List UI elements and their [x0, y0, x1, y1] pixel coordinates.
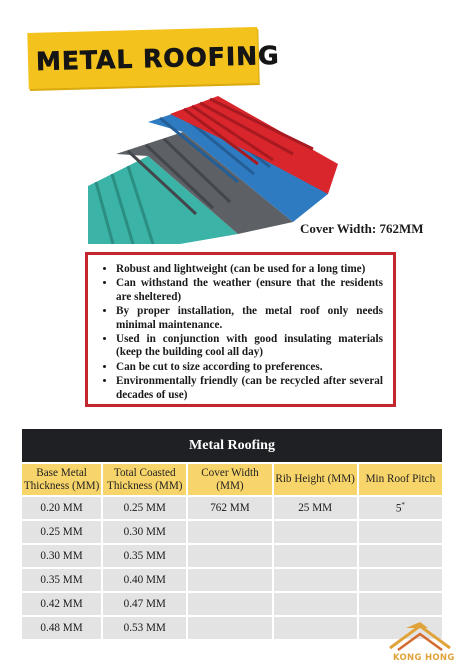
- table-cell: 0.25 MM: [22, 521, 101, 543]
- table-cell: 0.35 MM: [103, 545, 186, 567]
- table-cell: 0.53 MM: [103, 617, 186, 639]
- table-cell: 762 MM: [188, 497, 271, 519]
- table-cell: 25 MM: [274, 497, 357, 519]
- table-cell: [274, 521, 357, 543]
- table-cell: 0.40 MM: [103, 569, 186, 591]
- table-row: [22, 545, 442, 567]
- feature-item: • Environmentally friendly (can be recycled after several decades of use): [116, 375, 383, 402]
- table-cell: [274, 545, 357, 567]
- spec-table: [22, 429, 442, 641]
- col-header-total-thickness: Total Coasted Thickness (MM): [103, 464, 186, 495]
- table-row: [22, 521, 442, 543]
- table-cell: [274, 593, 357, 615]
- feature-item: • Can be cut to size according to preferences.: [116, 361, 383, 374]
- table-cell: [188, 545, 271, 567]
- table-cell: [188, 521, 271, 543]
- feature-item: • Used in conjunction with good insulating materials (keep the building cool all day): [116, 333, 383, 360]
- table-cell: [188, 617, 271, 639]
- col-header-base-thickness: Base Metal Thickness (MM): [22, 464, 101, 495]
- page-title: METAL ROOFING: [35, 40, 280, 77]
- pitch-degree-mark: *: [401, 501, 405, 510]
- table-cell: 0.20 MM: [22, 497, 101, 519]
- table-cell: [188, 569, 271, 591]
- col-header-min-pitch: Min Roof Pitch: [359, 464, 442, 495]
- table-cell: 0.42 MM: [22, 593, 101, 615]
- table-row: [22, 593, 442, 615]
- table-cell: [359, 593, 442, 615]
- cover-width-caption: Cover Width: 762MM: [300, 221, 424, 236]
- feature-item: • Robust and lightweight (can be used for a long time): [116, 263, 383, 276]
- table-cell: 0.30 MM: [22, 545, 101, 567]
- table-header-row: [22, 464, 442, 495]
- pitch-value: 5: [395, 502, 402, 515]
- table-cell: [274, 617, 357, 639]
- table-cell: [188, 593, 271, 615]
- feature-item: • Can withstand the weather (ensure that the residents are sheltered): [116, 277, 383, 304]
- spec-grid: [20, 462, 444, 641]
- table-cell: [359, 521, 442, 543]
- table-cell: 0.30 MM: [103, 521, 186, 543]
- table-cell: [359, 569, 442, 591]
- table-cell: 0.25 MM: [103, 497, 186, 519]
- table-row: [22, 569, 442, 591]
- table-cell: 0.48 MM: [22, 617, 101, 639]
- features-box: [85, 252, 396, 407]
- col-header-rib-height: Rib Height (MM): [274, 464, 357, 495]
- feature-item: • By proper installation, the metal roof only needs minimal maintenance.: [116, 305, 383, 332]
- table-cell: 0.35 MM: [22, 569, 101, 591]
- table-cell: [274, 569, 357, 591]
- table-cell: [359, 545, 442, 567]
- feature-list: [88, 255, 393, 402]
- table-row: [22, 497, 442, 519]
- table-row: [22, 617, 442, 639]
- table-title: Metal Roofing: [22, 429, 442, 462]
- logo-text: KONG HONG: [393, 653, 455, 663]
- table-cell: [359, 497, 442, 519]
- col-header-cover-width: Cover Width (MM): [188, 464, 271, 495]
- table-cell: 0.47 MM: [103, 593, 186, 615]
